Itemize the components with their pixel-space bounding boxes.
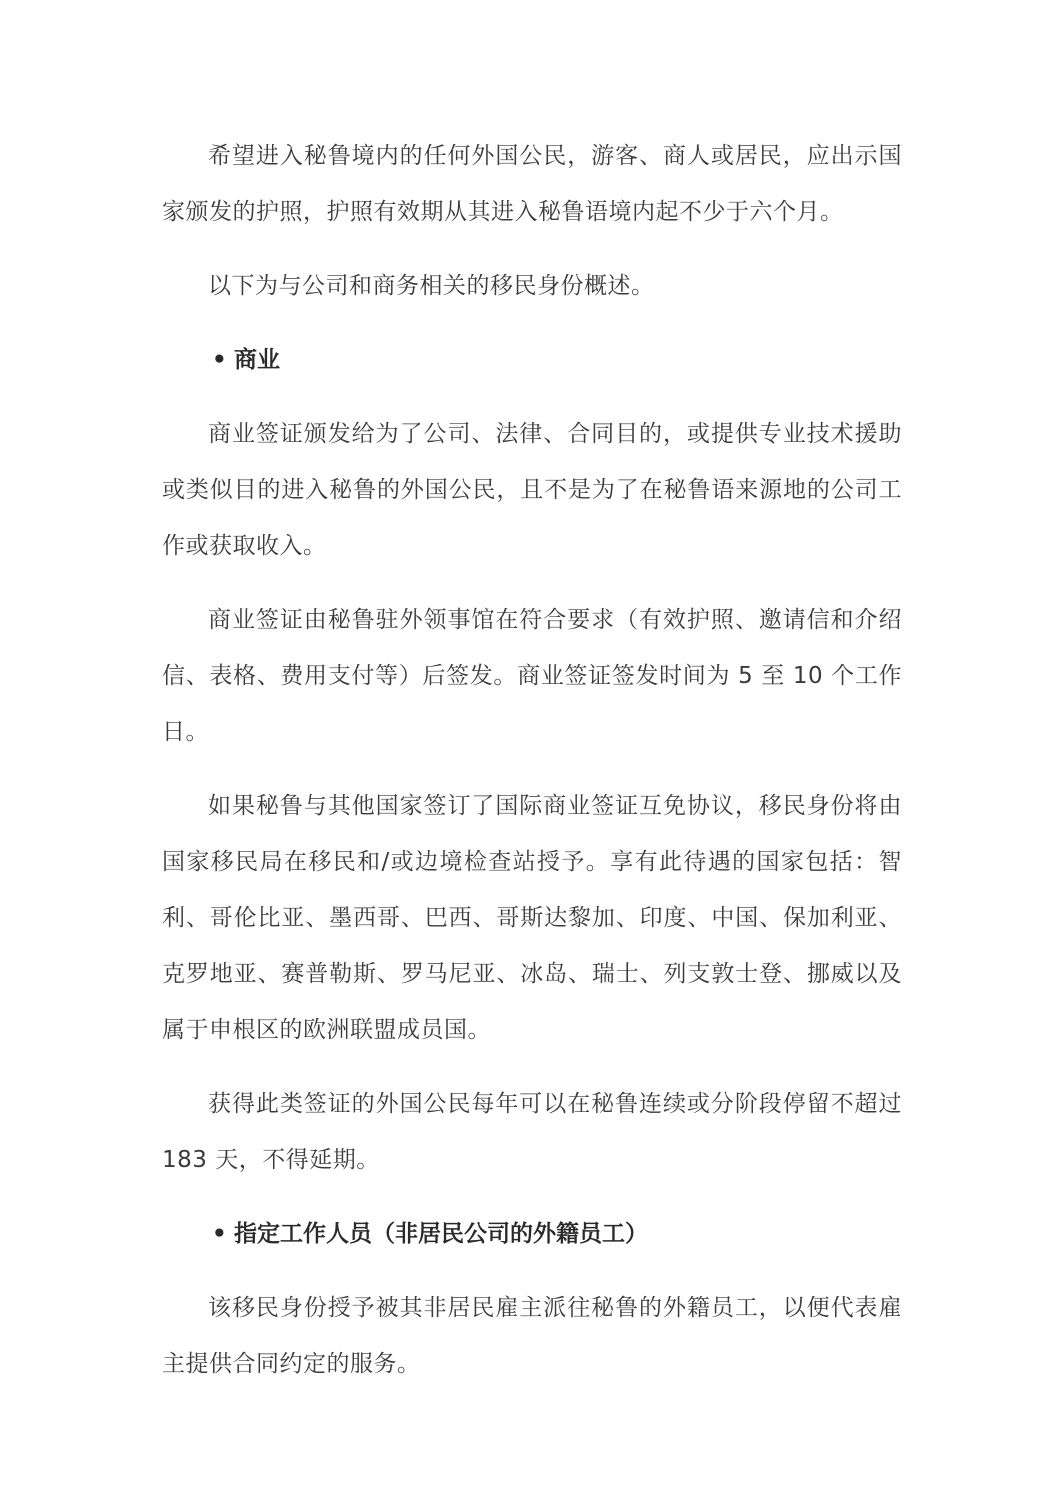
heading-text: 指定工作人员（非居民公司的外籍员工） bbox=[234, 1221, 648, 1247]
business-visa-paragraph: 商业签证颁发给为了公司、法律、合同目的，或提供专业技术援助或类似目的进入秘鲁的外国公民，且不是为了在秘鲁语来源地的公司工作或获取收入。 bbox=[162, 421, 902, 559]
stay-duration-paragraph: 获得此类签证的外国公民每年可以在秘鲁连续或分阶段停留不超过 183 天，不得延期。 bbox=[162, 1091, 902, 1173]
document-body bbox=[162, 128, 902, 1392]
business-visa-issuance-paragraph: 商业签证由秘鲁驻外领事馆在符合要求（有效护照、邀请信和介绍信、表格、费用支付等）后签发。商业签证签发时间为 5 至 10 个工作日。 bbox=[162, 607, 902, 745]
overview-paragraph: 以下为与公司和商务相关的移民身份概述。 bbox=[208, 273, 655, 299]
bullet-icon: • bbox=[212, 1221, 227, 1247]
designated-workers-paragraph: 该移民身份授予被其非居民雇主派往秘鲁的外籍员工，以便代表雇主提供合同约定的服务。 bbox=[162, 1295, 902, 1377]
section-heading-business bbox=[162, 332, 902, 388]
bullet-icon: • bbox=[212, 347, 227, 373]
visa-waiver-paragraph: 如果秘鲁与其他国家签订了国际商业签证互免协议，移民身份将由国家移民局在移民和/或边境检查站授予。享有此待遇的国家包括：智利、哥伦比亚、墨西哥、巴西、哥斯达黎加、印度、中国、保加利亚、克罗地亚、赛普勒斯、罗马尼亚、冰岛、瑞士、列支敦士登、挪威以及属于申根区的欧洲联盟成员国。 bbox=[162, 793, 902, 1043]
section-heading-designated-workers bbox=[162, 1206, 902, 1262]
heading-text: 商业 bbox=[234, 347, 280, 373]
intro-paragraph: 希望进入秘鲁境内的任何外国公民，游客、商人或居民，应出示国家颁发的护照，护照有效期从其进入秘鲁语境内起不少于六个月。 bbox=[162, 143, 902, 225]
